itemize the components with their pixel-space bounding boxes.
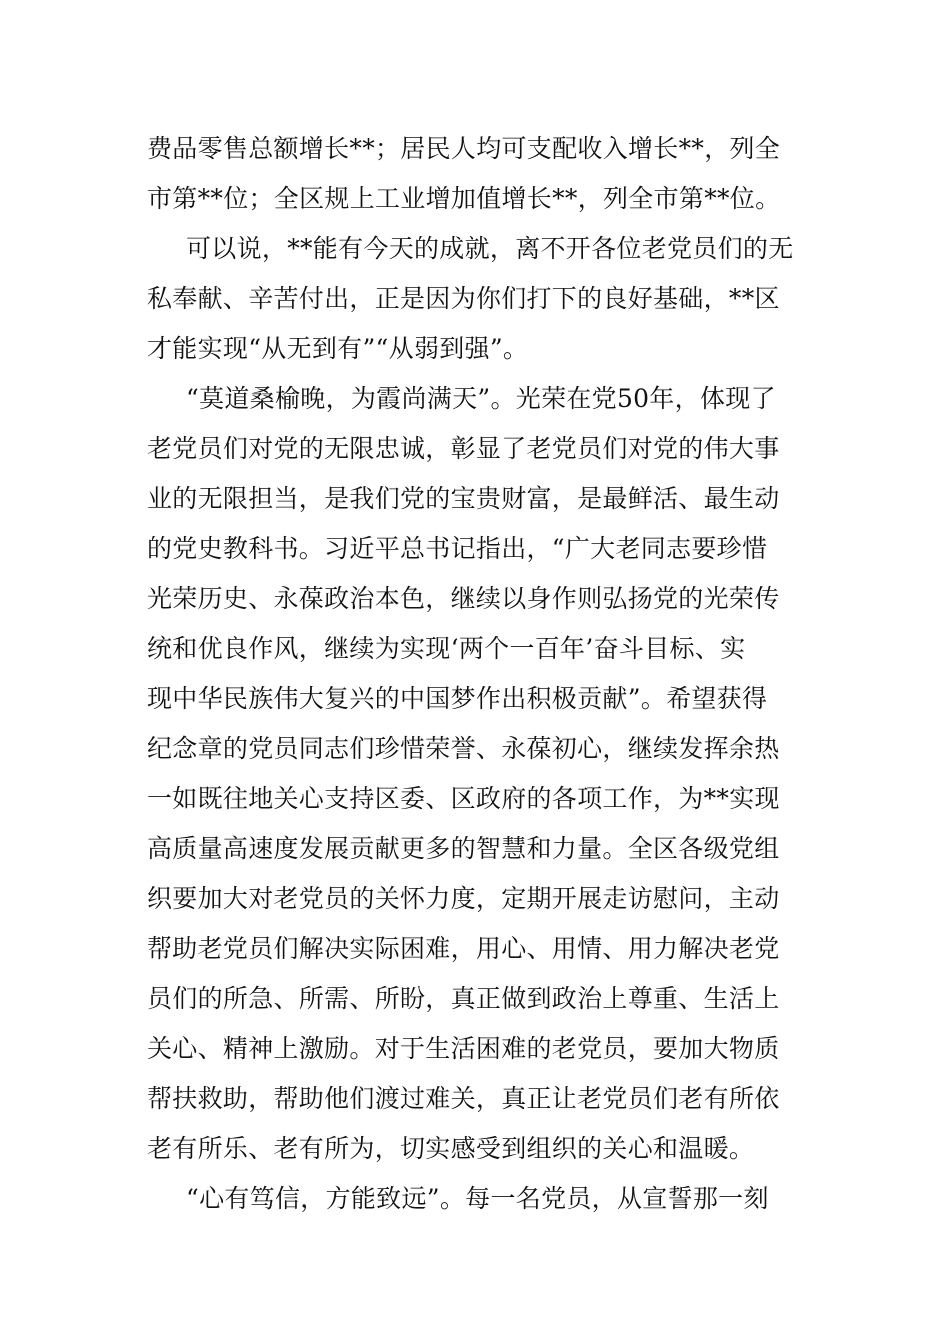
text-line: 统和优良作风，继续为实现‘两个一百年’奋斗目标、实 bbox=[147, 634, 746, 663]
text-line: 关心、精神上激励。对于生活困难的老党员，要加大物质 bbox=[147, 1034, 780, 1063]
text-line: 业的无限担当，是我们党的宝贵财富，是最鲜活、最生动 bbox=[147, 484, 780, 513]
text-line: 费品零售总额增长**；居民人均可支配收入增长**，列全 bbox=[147, 134, 781, 163]
text-line: 才能实现“从无到有”“从弱到强”。 bbox=[147, 334, 529, 363]
text-line: 老有所乐、老有所为，切实感受到组织的关心和温暖。 bbox=[147, 1134, 755, 1163]
paragraph-start-line: “心有笃信，方能致远”。每一名党员，从宣誓那一刻 bbox=[186, 1184, 769, 1213]
text-line: 织要加大对老党员的关怀力度，定期开展走访慰问，主动 bbox=[147, 884, 780, 913]
text-line: 现中华民族伟大复兴的中国梦作出积极贡献”。希望获得 bbox=[147, 684, 768, 713]
text-line: 帮扶救助，帮助他们渡过难关，真正让老党员们老有所依 bbox=[147, 1084, 780, 1113]
text-line: 一如既往地关心支持区委、区政府的各项工作，为**实现 bbox=[147, 784, 780, 813]
text-line: 纪念章的党员同志们珍惜荣誉、永葆初心，继续发挥余热 bbox=[147, 734, 780, 763]
paragraph-start-line: 可以说，**能有今天的成就，离不开各位老党员们的无 bbox=[186, 234, 794, 263]
paragraph-start-line: “莫道桑榆晚，为霞尚满天”。光荣在党50年，体现了 bbox=[186, 384, 776, 413]
text-line: 员们的所急、所需、所盼，真正做到政治上尊重、生活上 bbox=[147, 984, 780, 1013]
text-line: 光荣历史、永葆政治本色，继续以身作则弘扬党的光荣传 bbox=[147, 584, 780, 613]
text-line: 帮助老党员们解决实际困难，用心、用情、用力解决老党 bbox=[147, 934, 780, 963]
text-line: 老党员们对党的无限忠诚，彰显了老党员们对党的伟大事 bbox=[147, 434, 780, 463]
text-line: 高质量高速度发展贡献更多的智慧和力量。全区各级党组 bbox=[147, 834, 780, 863]
text-line: 私奉献、辛苦付出，正是因为你们打下的良好基础，**区 bbox=[147, 284, 780, 313]
text-line: 的党史教科书。习近平总书记指出，“广大老同志要珍惜 bbox=[147, 534, 768, 563]
text-line: 市第**位；全区规上工业增加值增长**，列全市第**位。 bbox=[147, 184, 781, 213]
